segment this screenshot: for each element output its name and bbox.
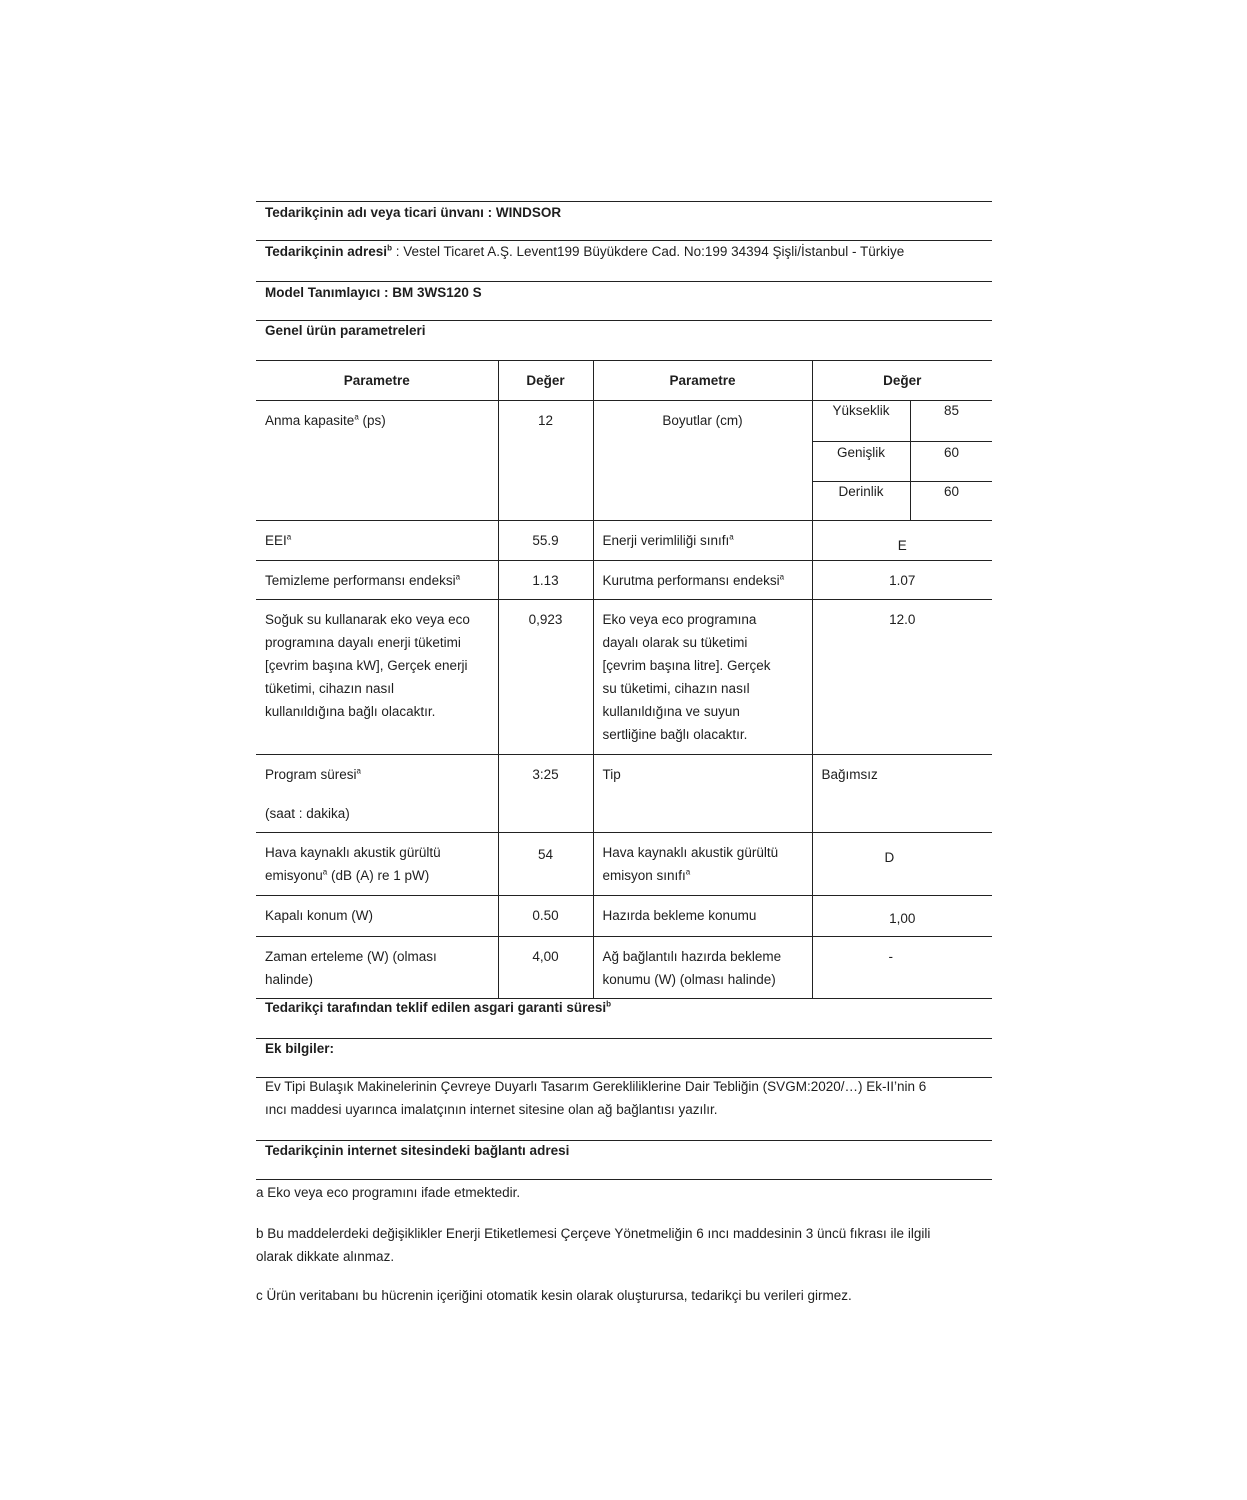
noise-class-line2: emisyon sınıfı [602, 868, 686, 883]
drying-label-text: Kurutma performansı endeksi [602, 573, 780, 588]
extra-info-line1: Ev Tipi Bulaşık Makinelerinin Çevreye Duyarlı Tasarım Gerekliliklerine Dair Tebliğin (SVGM:2020/…) Ek-II’nin 6 [265, 1079, 927, 1094]
rule-4 [256, 320, 992, 321]
eei-label-text: EEI [265, 533, 287, 548]
dimensions-cell [812, 401, 992, 521]
footnote-b-line1: b Bu maddelerdeki değişiklikler Enerji Etiketlemesi Çerçeve Yönetmeliğin 6 ıncı maddesinin 3 üncü fıkrası ile ilgili [256, 1226, 931, 1241]
water-label-line: Eko veya eco programına [602, 612, 757, 627]
energy-class-label-text: Enerji verimliliği sınıfı [602, 533, 730, 548]
warranty-label: Tedarikçi tarafından teklif edilen asgari garanti süresi [265, 1000, 607, 1015]
cleaning-sup: a [455, 572, 461, 582]
noise-class-value: D [812, 833, 992, 896]
params-table [256, 360, 992, 999]
noise-label-line2: emisyonu [265, 868, 323, 883]
delay-label [256, 937, 498, 999]
footnote-c: c Ürün veritabanı bu hücrenin içeriğini otomatik kesin olarak oluşturursa, tedarikçi bu verileri girmez. [256, 1288, 852, 1303]
water-label-line: su tüketimi, cihazın nasıl [602, 681, 750, 696]
eei-value: 55.9 [498, 521, 593, 561]
drying-label [593, 561, 812, 600]
noise-label-line1: Hava kaynaklı akustik gürültü [265, 845, 441, 860]
water-label-line: dayalı olarak su tüketimi [602, 635, 748, 650]
network-standby-line: konumu (W) (olması halinde) [602, 972, 776, 987]
cleaning-label [256, 561, 498, 600]
table-row-off [256, 896, 992, 937]
network-standby-line: Ağ bağlantılı hazırda bekleme [602, 949, 782, 964]
dimension-height-value: 85 [943, 403, 960, 418]
supplier-name-value: WINDSOR [495, 205, 562, 220]
col-header-value1: Değer [498, 361, 593, 401]
dimension-height-label: Yükseklik [832, 403, 890, 418]
energy-label-line: programına dayalı enerji tüketimi [265, 635, 461, 650]
standby-label: Hazırda bekleme konumu [593, 896, 812, 937]
drying-sup: a [779, 572, 785, 582]
off-mode-value: 0.50 [498, 896, 593, 937]
model-line [265, 285, 482, 300]
eei-sup: a [286, 532, 292, 542]
noise-emission-label [256, 833, 498, 896]
table-row-noise [256, 833, 992, 896]
footnote-a: a Eko veya eco programını ifade etmektedir. [256, 1185, 521, 1200]
noise-class-sup: a [685, 867, 691, 877]
table-row-capacity [256, 401, 992, 521]
capacity-value: 12 [498, 401, 593, 521]
cleaning-label-text: Temizleme performansı endeksi [265, 573, 456, 588]
rule-top [256, 201, 992, 202]
dimension-depth-label: Derinlik [838, 484, 884, 499]
footnote-b-line2: olarak dikkate alınmaz. [256, 1249, 395, 1264]
type-value: Bağımsız [812, 755, 992, 833]
water-label-line: sertliğine bağlı olacaktır. [602, 727, 748, 742]
website-label: Tedarikçinin internet sitesindeki bağlantı adresi [265, 1143, 570, 1158]
type-label: Tip [593, 755, 812, 833]
energy-label-line: kullanıldığına bağlı olacaktır. [265, 704, 436, 719]
table-row-cleaning [256, 561, 992, 600]
noise-emission-value: 54 [498, 833, 593, 896]
extra-info-label: Ek bilgiler: [265, 1041, 335, 1056]
program-duration-value: 3:25 [498, 755, 593, 833]
rule-5 [256, 1038, 992, 1039]
water-label-line: [çevrim başına litre]. Gerçek [602, 658, 771, 673]
supplier-name-label: Tedarikçinin adı veya ticari ünvanı : [265, 205, 493, 220]
delay-value: 4,00 [498, 937, 593, 999]
energy-class-sup: a [729, 532, 734, 542]
rule-8 [256, 1179, 992, 1180]
noise-sup: a [322, 867, 328, 877]
off-mode-label: Kapalı konum (W) [256, 896, 498, 937]
noise-class-line1: Hava kaynaklı akustik gürültü [602, 845, 779, 860]
general-params-title: Genel ürün parametreleri [265, 323, 426, 338]
dimension-width-label: Genişlik [836, 445, 885, 460]
model-label: Model Tanımlayıcı : [265, 285, 389, 300]
energy-consumption-label [256, 600, 498, 755]
col-header-param1: Parametre [256, 361, 498, 401]
delay-label-line: Zaman erteleme (W) (olması [265, 949, 437, 964]
supplier-address-sup: b [387, 243, 392, 253]
col-header-value2: Değer [812, 361, 992, 401]
warranty-sup: b [606, 999, 612, 1009]
network-standby-value: - [812, 937, 992, 999]
capacity-unit: (ps) [358, 413, 386, 428]
water-label-line: kullanıldığına ve suyun [602, 704, 740, 719]
dimension-width-value: 60 [943, 445, 960, 460]
table-row-delay [256, 937, 992, 999]
supplier-name-line [265, 205, 561, 220]
capacity-sup: a [354, 412, 359, 422]
supplier-address-line [265, 244, 904, 259]
table-row-energy [256, 600, 992, 755]
capacity-label-text: Anma kapasite [265, 413, 355, 428]
rule-7 [256, 1140, 992, 1141]
table-header-row [256, 361, 992, 401]
drying-value: 1.07 [812, 561, 992, 600]
col-header-param2: Parametre [593, 361, 812, 401]
network-standby-label [593, 937, 812, 999]
energy-label-line: Soğuk su kullanarak eko veya eco [265, 612, 470, 627]
dimensions-label: Boyutlar (cm) [593, 401, 812, 521]
table-row-program [256, 755, 992, 833]
program-unit: (saat : dakika) [265, 806, 350, 821]
energy-label-line: tüketimi, cihazın nasıl [265, 681, 395, 696]
warranty-line [265, 1000, 611, 1015]
capacity-label [256, 401, 498, 521]
energy-class-label [593, 521, 812, 561]
params-table-wrap [256, 360, 992, 999]
energy-consumption-value: 0,923 [498, 600, 593, 755]
standby-value: 1,00 [812, 896, 992, 937]
extra-info-line2: ıncı maddesi uyarınca imalatçının internet sitesine olan ağ bağlantısı yazılır. [265, 1102, 718, 1117]
supplier-address-label: Tedarikçinin adresi [265, 244, 388, 259]
eei-label [256, 521, 498, 561]
program-sup: a [356, 766, 361, 776]
model-value: BM 3WS120 S [392, 285, 482, 300]
rule-6 [256, 1077, 992, 1078]
table-row-eei [256, 521, 992, 561]
noise-class-label [593, 833, 812, 896]
program-label-text: Program süresi [265, 767, 357, 782]
supplier-address-value: : Vestel Ticaret A.Ş. Levent199 Büyükdere Cad. No:199 34394 Şişli/İstanbul - Türkiye [391, 244, 905, 259]
program-duration-label [256, 755, 498, 833]
noise-label-unit: (dB (A) re 1 pW) [327, 868, 430, 883]
energy-class-value: E [812, 521, 992, 561]
energy-label-line: [çevrim başına kW], Gerçek enerji [265, 658, 468, 673]
water-consumption-value: 12.0 [812, 600, 992, 755]
dimension-depth-value: 60 [943, 484, 960, 499]
cleaning-value: 1.13 [498, 561, 593, 600]
water-consumption-label [593, 600, 812, 755]
delay-label-line: halinde) [265, 972, 314, 987]
rule-3 [256, 281, 992, 282]
rule-2 [256, 240, 992, 241]
